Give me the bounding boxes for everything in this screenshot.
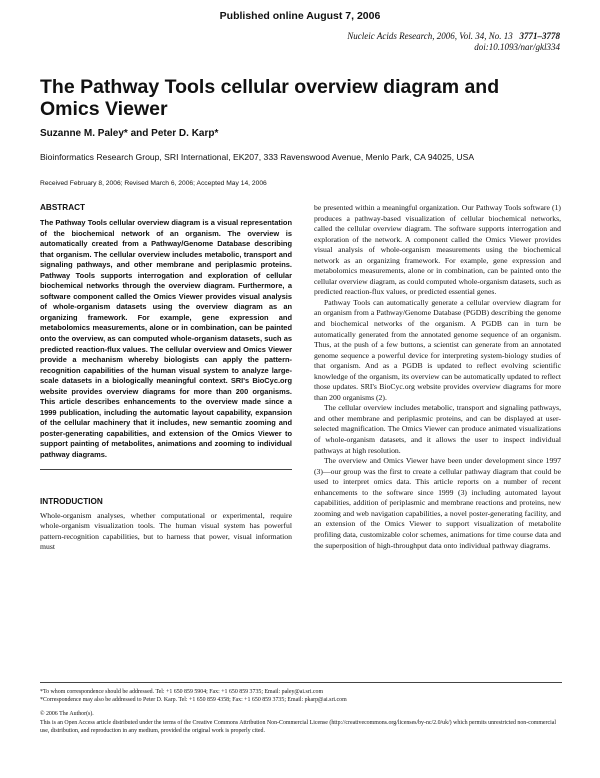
doi: doi:10.1093/nar/gkl334 [474,42,560,52]
author-affiliation: Bioinformatics Research Group, SRI International, EK207, 333 Ravenswood Avenue, Menlo Park, CA 94025, USA [40,152,475,162]
abstract-divider [40,469,292,470]
page-range: 3771–3778 [519,31,560,41]
correspondence-note-1: *To whom correspondence should be addressed. Tel: +1 650 859 5904; Fax: +1 650 859 3735; Email: paley@ai.sri.com [40,689,324,695]
body-paragraph: be presented within a meaningful organization. Our Pathway Tools software (1) produces a pathway-based visualization of cellular biochemical networks, called the cellular overview diagram. The software supports interrogation and exploration of the network. A component called the Omics Viewer provides visual analysis of whole-organism measurements using the biochemical network as an organizing framework. For example, gene expression and metabolomics measurements, alone or in combination, can be painted onto the cellular overview diagram, as could computed whole-organism datasets, such as predicted reaction-flux values, or predicted essential genes. [314,203,561,297]
abstract-section [40,203,292,470]
article-title: The Pathway Tools cellular overview diagram and Omics Viewer [40,76,500,120]
abstract-heading: ABSTRACT [40,203,86,212]
journal-citation [347,31,560,53]
footnotes [40,678,562,735]
published-online-line: Published online August 7, 2006 [219,10,381,22]
correspondence-note-2: *Correspondence may also be addressed to Peter D. Karp. Tel: +1 650 859 4358; Fax: +1 650 859 3735; Email: pkarp@ai.sri.com [40,697,347,704]
introduction-heading: INTRODUCTION [40,496,103,506]
submission-dates: Received February 8, 2006; Revised March 6, 2006; Accepted May 14, 2006 [40,180,267,187]
body-paragraph: The cellular overview includes metabolic, transport and signaling pathways, and other membrane and periplasmic proteins, and can be displayed at user-selected magnification. The Omics Viewer can produce animated visualizations of whole-organism datasets, and it allows the user to inspect individual pathways at high resolution. [314,403,561,455]
article-authors: Suzanne M. Paley* and Peter D. Karp* [40,128,219,139]
introduction-text: Whole-organism analyses, whether computational or experimental, require whole-organism visualization tools. The human visual system has powerful pattern-recognition capabilities, but to harness that power, visual information must [40,510,292,552]
journal-name: Nucleic Acids Research, 2006, Vol. 34, No. 13 [347,31,513,41]
body-paragraph: The overview and Omics Viewer have been under development since 1997 (3)—our group was the first to create a cellular pathway diagram that could be used to interpret omics data. This article reports on a number of recent enhancements to the software since 1999 (3) including automated layout capabilities, addition of periplasmic and membrane reactions and proteins, new zooming and web navigation capabilities, a novel poster-generating facility, and an extension of the Omics Viewer to support visualization of metabolite profiling data, customizable color schemes, animations for time course data and the superposition of high-throughput data onto individual pathway diagrams. [314,456,561,550]
right-column [314,203,561,551]
license-text: This is an Open Access article distributed under the terms of the Creative Commons Attribution Non-Commercial License (http://creativecommons.org/licenses/by-nc/2.0/uk/) which permits unrestricted non-commercial use, distribution, and reproduction in any medium, provided the original work is properly cited. [40,719,557,734]
footnote-divider [40,682,562,683]
copyright-line: © 2006 The Author(s). [40,711,94,718]
left-column [40,203,292,553]
abstract-text: The Pathway Tools cellular overview diagram is a visual representation of the biochemical network of an organism. The overview is automatically created from a Pathway/Genome Database describing that organism. The cellular overview includes metabolic, transport and signaling pathways, and other membrane and periplasmic proteins. Pathway Tools supports interrogation and exploration of cellular biochemical networks through the overview diagram. Furthermore, a software component called the Omics Viewer provides visual analysis of whole-organism datasets using the overview diagram as an organizing framework. For example, gene expression and metabolomics measurements, alone or in combination, can be painted onto the overview, as can computed whole-organism datasets, such as predicted reaction-flux values. The cellular overview and Omics Viewer provide a mechanism whereby biologists can apply the pattern-recognition capabilities of the human visual system to analyze large-scale datasets in a biologically meaningful context. SRI's BioCyc.org website provides overview diagrams for more than 200 organisms. This article describes enhancements to the overview made since a 1999 publication, including the automatic layout capability, expansion of the cellular machinery that it includes, new semantic zooming and poster-generating capabilities, and extension of the Omics Viewer to support painting of metabolites, animations and zooming to individual pathway diagrams. [40,218,292,460]
body-paragraph: Pathway Tools can automatically generate a cellular overview diagram for an organism from a Pathway/Genome Database (PGDB) describing the genome and biochemical networks of the organism. A PGDB can in turn be automatically generated from the annotated genome sequence of an organism. Thus, at the push of a few buttons, a scientist can generate from an annotated genome sequence a powerful device for interpreting system-biology studies of that organism. And as a PGDB is updated to reflect evolving scientific knowledge of the organism, its overview can be automatically updated to reflect those updates. SRI's BioCyc.org website provides overview diagrams for more than 200 organisms (2). [314,297,561,402]
